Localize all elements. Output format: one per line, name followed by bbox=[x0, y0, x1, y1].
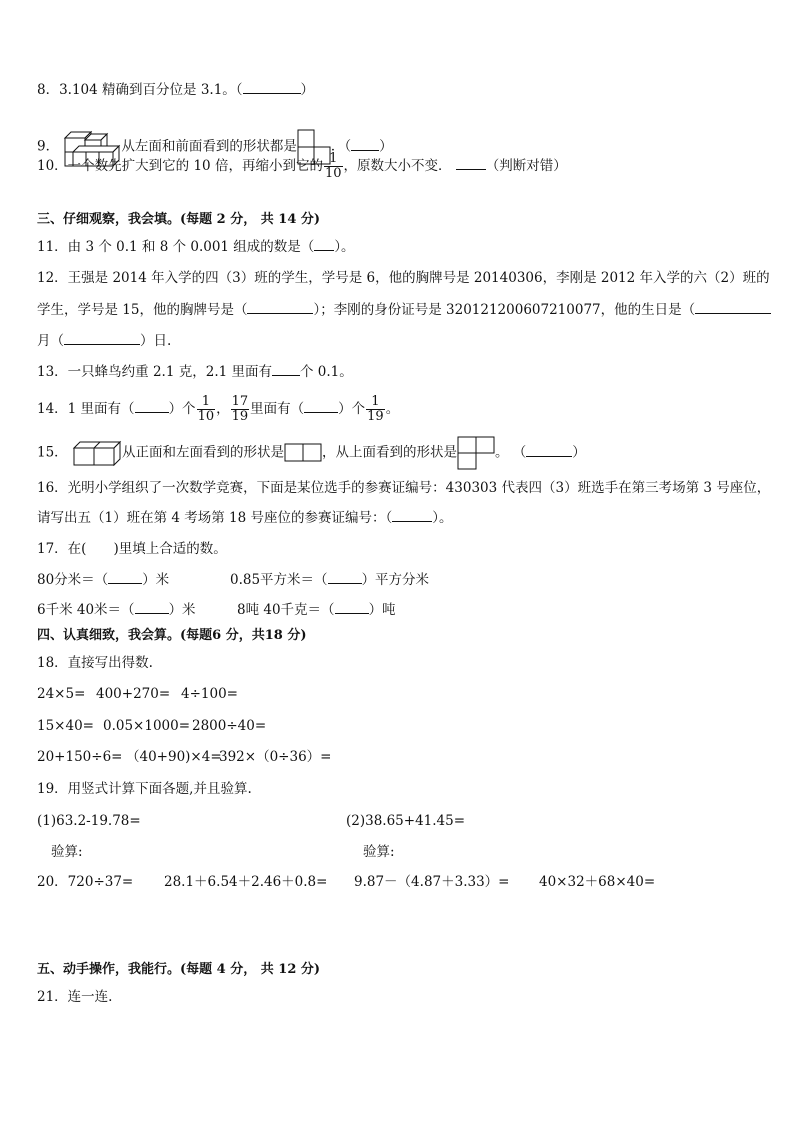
calc-item: 40×32＋68×40= bbox=[539, 874, 656, 890]
calc-item: 15×40= bbox=[37, 718, 94, 734]
question-11: 11．由 3 个 0.1 和 8 个 0.001 组成的数是（ ）。 bbox=[37, 239, 355, 255]
question-17-title: 17．在( )里填上合适的数。 bbox=[37, 541, 227, 557]
question-12-line3: 月（ ）日. bbox=[37, 333, 172, 349]
cube-row-icon bbox=[72, 440, 122, 466]
section-5-heading: 五、动手操作，我能行。(每题 4 分， 共 12 分) bbox=[37, 962, 321, 977]
question-17-row2b: 8吨 40千克＝（ ）吨 bbox=[237, 602, 396, 618]
question-8: 8．3.104 精确到百分位是 3.1。（ ） bbox=[37, 82, 315, 98]
question-12-line1: 12．王强是 2014 年入学的四（3）班的学生，学号是 6，他的胸牌号是 20140306，李刚是 2012 年入学的六（2）班的 bbox=[37, 270, 770, 286]
calc-item: 0.05×1000= bbox=[103, 718, 191, 734]
fraction: $\frac{1}{10}$ bbox=[197, 394, 215, 424]
calc-item: 24×5= bbox=[37, 686, 86, 702]
question-14: 14．1 里面有（ ）个 $\frac{1}{10}$ ， $\frac{17}{19}$ 里面有（ ）个 $\frac{1}{19}$ 。 bbox=[37, 394, 400, 424]
answer-blank[interactable] bbox=[304, 399, 338, 413]
vertical-calc-2: (2)38.65+41.45= bbox=[346, 813, 466, 829]
question-15: 15． 从正面和左面看到的形状是 ，从上面看到的形状是 。 （ ） bbox=[37, 436, 586, 470]
calc-item: （40+90)×4= bbox=[126, 749, 222, 765]
answer-blank[interactable] bbox=[335, 600, 369, 614]
check-label: 验算: bbox=[51, 844, 83, 860]
top-view-shape-icon bbox=[457, 436, 495, 470]
question-16-line2: 请写出五（1）班在第 4 考场第 18 号座位的参赛证编号：（ ）。 bbox=[37, 510, 453, 526]
question-10: 10．一个数先扩大到它的 10 倍，再缩小到它的 $\frac{1}{10}$ ，原数大小不变． （判断对错） bbox=[37, 151, 567, 181]
calc-item: 392×（0÷36）= bbox=[219, 749, 332, 765]
section-4-heading: 四、认真细致，我会算。(每题6 分，共18 分) bbox=[37, 628, 307, 643]
answer-blank[interactable] bbox=[64, 331, 140, 345]
question-17-row1b: 0.85平方米＝（ ）平方分米 bbox=[230, 572, 430, 588]
calc-item: 4÷100= bbox=[181, 686, 238, 702]
calc-item: 20．720÷37= bbox=[37, 874, 134, 890]
check-label: 验算: bbox=[363, 844, 395, 860]
answer-blank[interactable] bbox=[243, 80, 301, 94]
vertical-calc-1: (1)63.2-19.78= bbox=[37, 813, 141, 829]
fraction: $\frac{1}{19}$ bbox=[367, 394, 384, 424]
answer-blank[interactable] bbox=[247, 300, 313, 314]
answer-blank[interactable] bbox=[272, 362, 300, 376]
question-12-line2: 学生，学号是 15，他的胸牌号是（ ）；李刚的身份证号是 320121200607210077，他的生日是（ bbox=[37, 300, 771, 320]
answer-blank[interactable] bbox=[108, 570, 142, 584]
fraction: $\frac{1}{10}$ bbox=[324, 151, 342, 181]
answer-blank[interactable] bbox=[135, 399, 169, 413]
question-21: 21．连一连. bbox=[37, 989, 113, 1005]
question-19-title: 19．用竖式计算下面各题,并且验算. bbox=[37, 781, 252, 797]
q8-text: 8．3.104 精确到百分位是 3.1。（ bbox=[37, 82, 243, 98]
answer-blank[interactable] bbox=[314, 237, 334, 251]
calc-item: 20+150÷6= bbox=[37, 749, 123, 765]
answer-blank[interactable] bbox=[456, 156, 486, 170]
answer-blank[interactable] bbox=[328, 570, 362, 584]
answer-blank[interactable] bbox=[392, 508, 432, 522]
calc-item: 2800÷40= bbox=[192, 718, 267, 734]
answer-blank[interactable] bbox=[135, 600, 169, 614]
answer-blank[interactable] bbox=[351, 137, 379, 151]
question-17-row2: 6千米 40米＝（ ）米 bbox=[37, 602, 196, 618]
question-9: 9． 从左面和前面看到的形状都是 ．（ ） bbox=[37, 126, 393, 168]
fraction: $\frac{17}{19}$ bbox=[231, 394, 249, 424]
question-16-line1: 16．光明小学组织了一次数学竞赛，下面是某位选手的参赛证编号：430303 代表四（3）班选手在第三考场第 3 号座位， bbox=[37, 480, 771, 496]
question-18-title: 18．直接写出得数. bbox=[37, 655, 153, 671]
calc-item: 28.1＋6.54＋2.46＋0.8= bbox=[164, 874, 328, 890]
section-3-heading: 三、仔细观察，我会填。(每题 2 分， 共 14 分) bbox=[37, 212, 321, 227]
side-view-shape-icon bbox=[284, 443, 322, 463]
calc-item: 9.87－（4.87＋3.33）= bbox=[354, 874, 510, 890]
answer-blank[interactable] bbox=[526, 443, 572, 457]
question-13: 13．一只蜂鸟约重 2.1 克，2.1 里面有 个 0.1。 bbox=[37, 364, 353, 380]
question-17-row1: 80分米＝（ ）米 bbox=[37, 572, 170, 588]
answer-blank[interactable] bbox=[695, 300, 771, 314]
calc-item: 400+270= bbox=[96, 686, 171, 702]
